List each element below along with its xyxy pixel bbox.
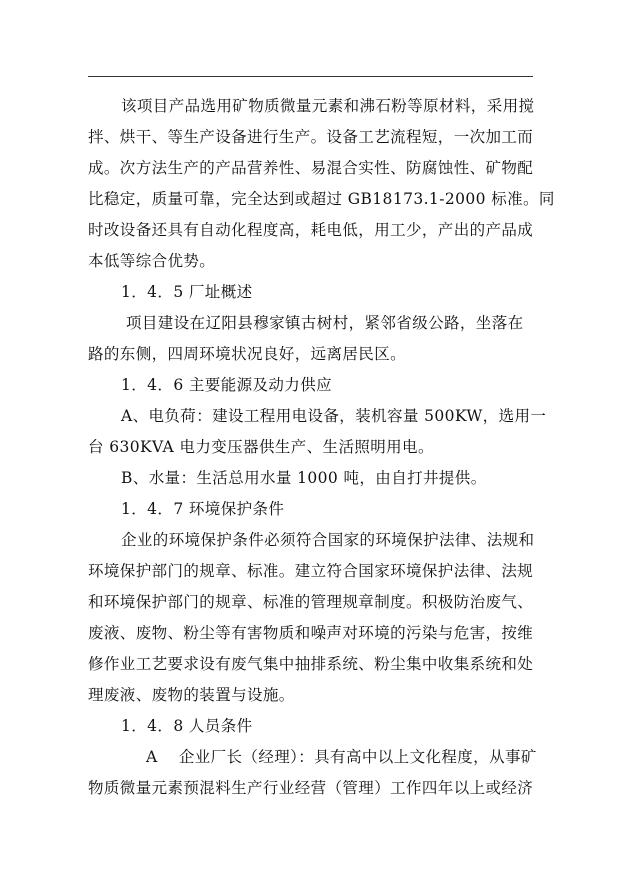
paragraph-line: 企业的环境保护条件必须符合国家的环境保护法律、法规和 — [121, 531, 535, 549]
section-heading: 1．4．7 环境保护条件 — [121, 500, 285, 518]
paragraph-line: B、水量：生活总用水量 1000 吨，由自打井提供。 — [121, 469, 487, 487]
paragraph-line: 项目建设在辽阳县穆家镇古树村，紧邻省级公路，坐落在 — [126, 314, 524, 332]
paragraph-line: 环境保护部门的规章、标准。建立符合国家环境保护法律、法规 — [88, 562, 534, 580]
paragraph-line: 理废液、废物的装置与设施。 — [88, 686, 295, 704]
paragraph-line: 台 630KVA 电力变压器供生产、生活照明用电。 — [88, 438, 434, 456]
paragraph-line: 路的东侧，四周环境状况良好，远离居民区。 — [88, 345, 407, 363]
paragraph-line: 废液、废物、粉尘等有害物质和噪声对环境的污染与危害，按维 — [88, 624, 534, 642]
paragraph-line: 本低等综合优势。 — [88, 252, 216, 270]
paragraph-line: 时改设备还具有自动化程度高，耗电低，用工少，产出的产品成 — [88, 221, 534, 239]
paragraph-line: 修作业工艺要求设有废气集中抽排系统、粉尘集中收集系统和处 — [88, 655, 534, 673]
section-heading: 1．4．6 主要能源及动力供应 — [121, 376, 333, 394]
paragraph-line: A、电负荷：建设工程用电设备，装机容量 500KW，选用一 — [121, 407, 547, 425]
paragraph-line: 成。次方法生产的产品营养性、易混合实性、防腐蚀性、矿物配 — [88, 159, 534, 177]
paragraph-line: 和环境保护部门的规章、标准的管理规章制度。积极防治废气、 — [88, 593, 534, 611]
paragraph-line: 比稳定，质量可靠，完全达到或超过 GB18173.1-2000 标准。同 — [88, 190, 555, 208]
paragraph-line: A 企业厂长（经理）：具有高中以上文化程度，从事矿 — [146, 748, 537, 766]
section-heading: 1．4．5 厂址概述 — [121, 283, 253, 301]
paragraph-line: 物质微量元素预混料生产行业经营（管理）工作四年以上或经济 — [88, 779, 534, 797]
paragraph-line: 拌、烘干、等生产设备进行生产。设备工艺流程短，一次加工而 — [88, 128, 534, 146]
paragraph-line: 该项目产品选用矿物质微量元素和沸石粉等原材料，采用搅 — [121, 97, 535, 115]
section-heading: 1．4．8 人员条件 — [121, 717, 253, 735]
